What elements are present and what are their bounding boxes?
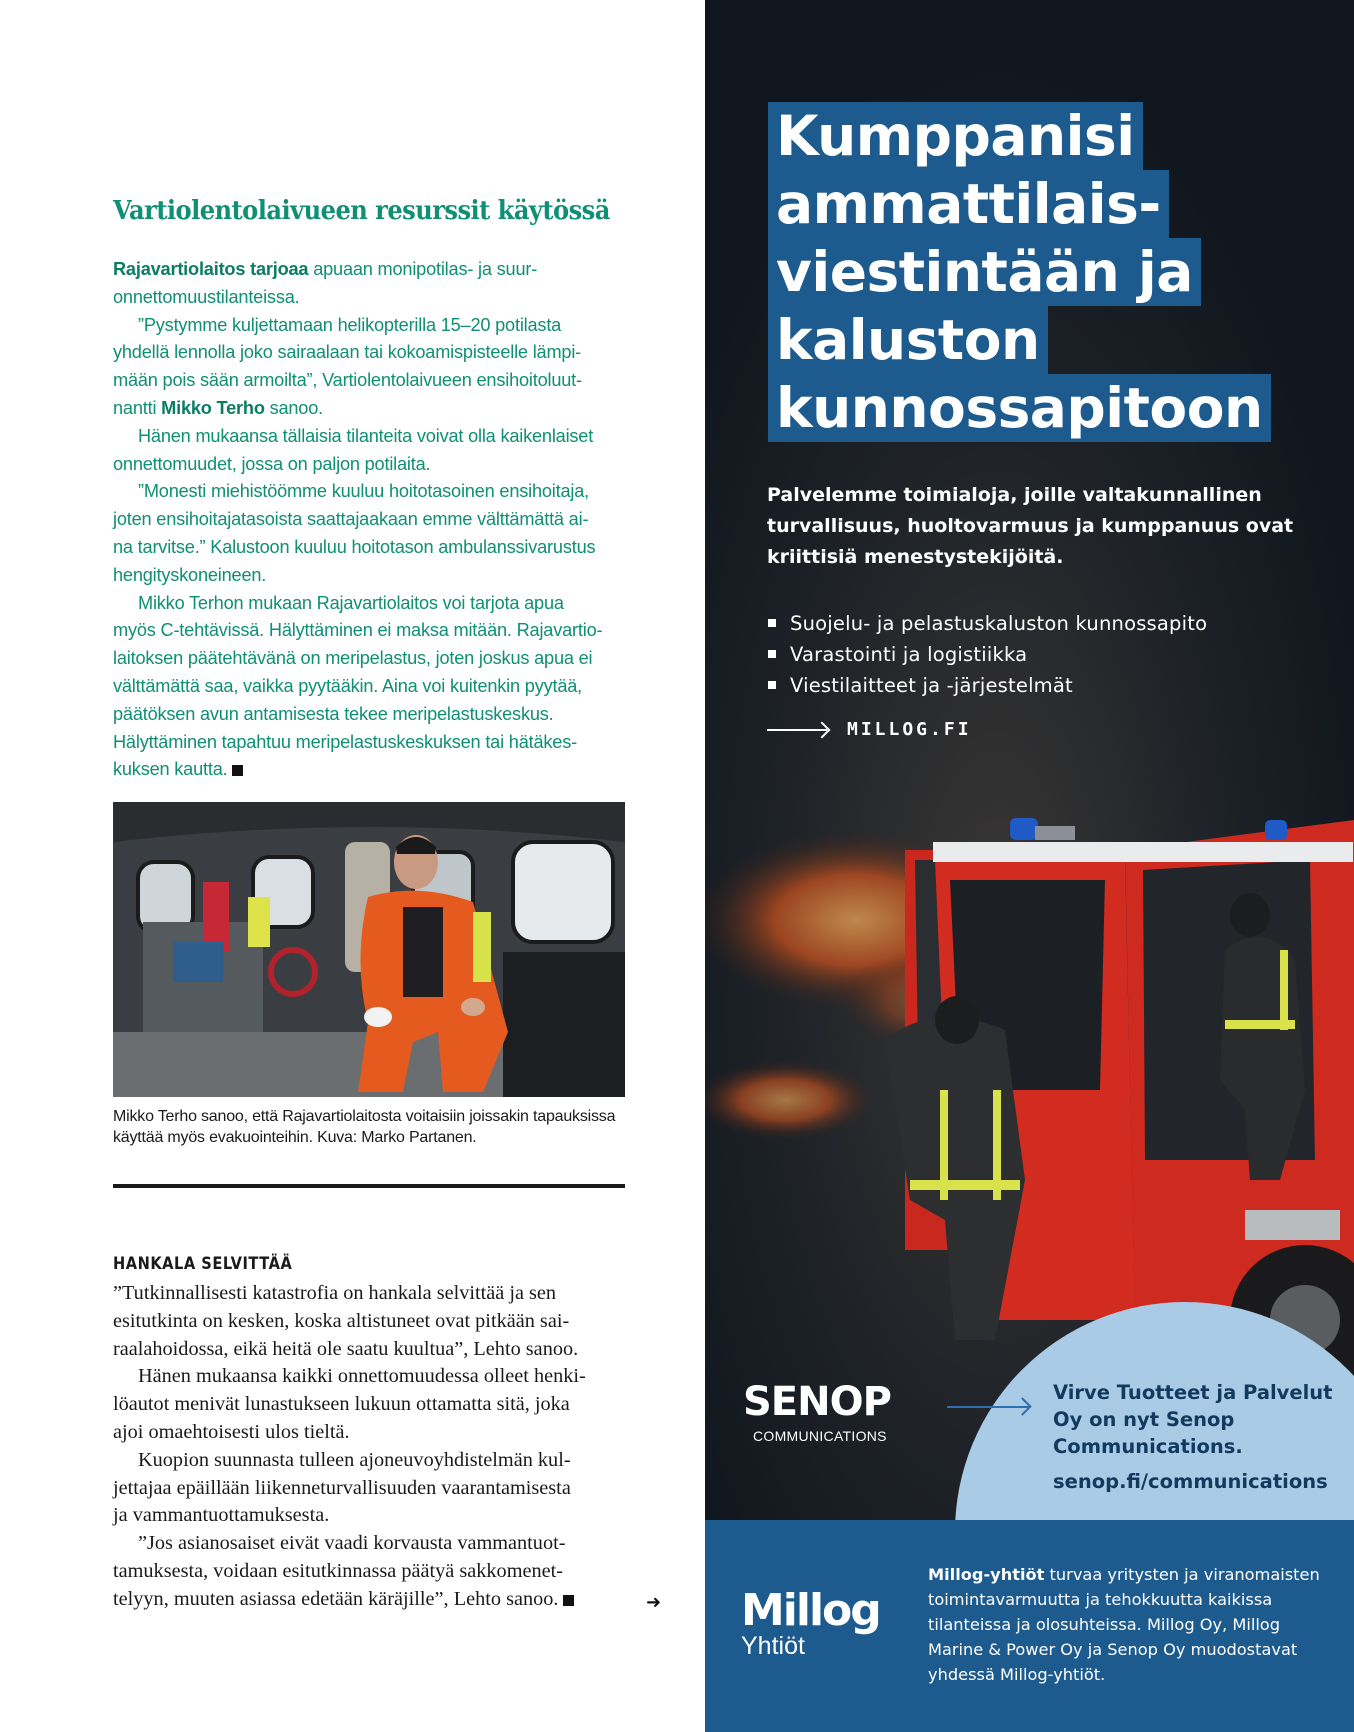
article-text: laitoksen päätehtävänä on meripelastus, joten joskus apua ei (113, 648, 593, 669)
article-text: hengityskoneineen. (113, 564, 267, 585)
article-text: ”Tutkinnallisesti katastrofia on hankala selvittää ja sen (113, 1282, 557, 1304)
article-text: telyyn, muuten asiassa edetään käräjille”, Lehto sanoo. (113, 1587, 559, 1610)
article-text-line (113, 1447, 633, 1475)
article-text: onnettomuustilanteissa. (113, 286, 300, 307)
article-text-line (113, 729, 633, 757)
bullet-square-icon (768, 650, 776, 658)
article-text: jettajaa epäillään liikenneturvallisuuden vaarantamisesta (113, 1476, 571, 1499)
article-text: välttämättä saa, vaikka pyytääkin. Aina voi kuitenkin pyytää, (113, 675, 583, 696)
article-text-line (113, 562, 633, 590)
article-serif-body (113, 1280, 633, 1614)
article-text: Mikko Terhon mukaan Rajavartiolaitos voi tarjota apua (138, 592, 564, 613)
bullet-square-icon (768, 619, 776, 627)
article-text: mään pois sään armoilta”, Vartiolentolaivueen ensihoitoluut- (113, 370, 582, 391)
article-text: Hänen mukaansa tällaisia tilanteita voivat olla kaikenlaiset (138, 425, 594, 446)
article-text: tamuksesta, voidaan esitutkinnassa päätyä sakkomenet- (113, 1559, 564, 1582)
millog-link-label: MILLOG.FI (847, 719, 972, 740)
ad-intro: Palvelemme toimialoja, joille valtakunnallinen turvallisuus, huoltovarmuus ja kumppanuus ovat kriittisiä menestystekijöitä. (767, 484, 1294, 568)
millog-logo-wordmark: Millog (741, 1585, 880, 1636)
article-text-line (113, 1308, 633, 1336)
article-text-line (113, 367, 633, 395)
services-list-item (768, 670, 1328, 701)
article-text-line (113, 617, 633, 645)
article-text-line (113, 1280, 633, 1308)
article-heading: Vartiolentolaivueen resurssit käytössä (113, 196, 610, 226)
article-text-line (113, 1475, 633, 1503)
article-text-line (113, 451, 633, 479)
senop-logo-wordmark: SENOP (743, 1379, 891, 1425)
arrow-right-icon (767, 729, 827, 731)
article-text-line (113, 1419, 633, 1447)
millog-description (928, 1562, 1338, 1687)
article-text-line (113, 1391, 633, 1419)
ad-headline (768, 102, 1348, 442)
article-text: kuksen kautta. (113, 759, 228, 780)
article-text-line (113, 1502, 633, 1530)
end-mark-icon (232, 765, 243, 776)
millog-logo-subtitle: Yhtiöt (741, 1632, 805, 1660)
article-text: Hälyttäminen tapahtuu meripelastuskeskuksen tai hätäkes- (113, 731, 577, 752)
services-list-item (768, 608, 1328, 639)
senop-announcement: Virve Tuotteet ja Palvelut Oy on nyt Senop Communications. (1053, 1381, 1333, 1458)
millog-advertisement (705, 0, 1354, 1732)
article-text-line (113, 423, 633, 451)
services-list-item-label: Suojelu- ja pelastuskaluston kunnossapito (790, 612, 1208, 635)
article-text: ajoi omaehtoisesti ulos tieltä. (113, 1420, 350, 1443)
article-text: ”Jos asianosaiset eivät vaadi korvausta vammantuot- (138, 1532, 566, 1555)
article-text: Kuopion suunnasta tulleen ajoneuvoyhdistelmän kul- (138, 1448, 571, 1471)
article-text-line (113, 1363, 633, 1391)
person-name: Mikko Terho (161, 397, 265, 418)
article-text: löautot menivät lunastukseen lukuun ottamatta sitä, joka (113, 1393, 570, 1416)
services-list-item (768, 639, 1328, 670)
bullet-square-icon (768, 681, 776, 689)
arrow-right-icon (947, 1406, 1029, 1408)
article-text: myös C-tehtävissä. Hälyttäminen ei maksa mitään. Rajavartio- (113, 620, 603, 641)
article-text: Hänen mukaansa kaikki onnettomuudessa olleet henki- (138, 1365, 586, 1388)
lead-in-bold: Rajavartiolaitos tarjoaa (113, 259, 309, 279)
services-list-item-label: Varastointi ja logistiikka (790, 643, 1028, 666)
article-text-line (113, 395, 633, 423)
article-text-line (113, 1530, 633, 1558)
continue-arrow-icon: ➜ (646, 1592, 662, 1612)
article-photo (113, 802, 625, 1097)
section-subheading: HANKALA SELVITTÄÄ (113, 1254, 293, 1274)
article-text-line (113, 478, 633, 506)
article-text: joten ensihoitajatasoista saattajaakaan emme välttämättä ai- (113, 509, 589, 530)
article-text: raalahoidossa, eikä heitä ole saatu kuultua”, Lehto sanoo. (113, 1337, 579, 1360)
article-text-line (113, 673, 633, 701)
millog-link[interactable] (767, 719, 972, 740)
article-text-line (113, 256, 633, 284)
article-text-line (113, 284, 633, 312)
millog-logo (741, 1585, 880, 1661)
article-text-line (113, 645, 633, 673)
article-text-line (113, 312, 633, 340)
article-text: esitutkinta on kesken, koska altistuneet ovat pitkään sai- (113, 1309, 570, 1332)
services-list (768, 608, 1328, 701)
ad-headline-line: Kumppanisi (768, 102, 1143, 170)
article-text: päätöksen avun antamisesta tekee meripelastuskeskus. (113, 703, 554, 724)
ad-headline-line: viestintään ja (768, 238, 1201, 306)
helicopter-interior-image (113, 802, 625, 1097)
ad-headline-line: kaluston (768, 306, 1048, 374)
senop-logo-subtitle: COMMUNICATIONS (753, 1428, 887, 1444)
article-text-line (113, 701, 633, 729)
millog-description-lead: Millog-yhtiöt (928, 1565, 1045, 1584)
millog-description-text: turvaa yritysten ja viranomaisten toimintavarmuutta ja tehokkuutta kaikissa tilanteissa ja olosuhteissa. Millog Oy, Millog Marine & Power Oy ja Senop Oy muodostavat yhdessä Millog-yhtiöt. (928, 1565, 1320, 1684)
ad-headline-line: kunnossapitoon (768, 374, 1271, 442)
senop-logo (743, 1380, 903, 1444)
article-text: apuaan monipotilas- ja suur- (308, 259, 538, 279)
article-text-line (113, 1336, 633, 1364)
article-text: onnettomuudet, jossa on paljon potilaita. (113, 453, 431, 474)
services-list-item-label: Viestilaitteet ja -järjestelmät (790, 674, 1073, 697)
article-text-line (113, 1586, 633, 1614)
article-text: nantti (113, 397, 162, 418)
article-text: ”Pystymme kuljettamaan helikopterilla 15–20 potilasta (138, 314, 562, 335)
photo-caption: Mikko Terho sanoo, että Rajavartiolaitosta voitaisiin joissakin tapauksissa käyttää myös evakuointeihin. Kuva: Marko Partanen. (113, 1108, 616, 1146)
section-divider (113, 1184, 625, 1188)
article-text-line (113, 534, 633, 562)
senop-url-link[interactable]: senop.fi/communications (1053, 1470, 1328, 1493)
article-text-line (113, 506, 633, 534)
article-text: ”Monesti miehistöömme kuuluu hoitotasoinen ensihoitaja, (138, 481, 590, 502)
article-green-body (113, 256, 633, 784)
article-text: na tarvitse.” Kalustoon kuuluu hoitotason ambulanssivarustus (113, 536, 596, 557)
article-text: yhdellä lennolla joko sairaalaan tai kokoamispisteelle lämpi- (113, 342, 582, 363)
article-text-line (113, 590, 633, 618)
article-text: ja vammantuottamuksesta. (113, 1504, 330, 1527)
article-text-line (113, 339, 633, 367)
article-text-line (113, 1558, 633, 1586)
article-text-line (113, 756, 633, 784)
article-text: sanoo. (264, 397, 323, 418)
ad-headline-line: ammattilais- (768, 170, 1169, 238)
end-mark-icon (563, 1595, 574, 1606)
